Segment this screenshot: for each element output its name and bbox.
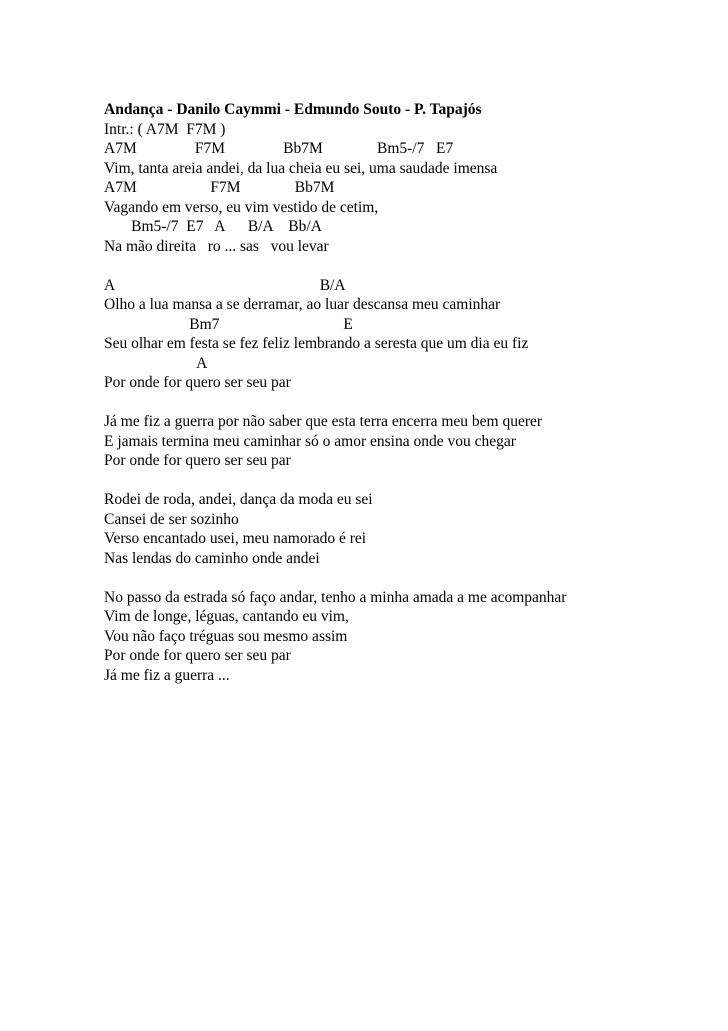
lyric-line: Vim de longe, léguas, cantando eu vim, xyxy=(104,608,349,625)
chord-line: A7M F7M Bb7M xyxy=(104,179,335,196)
lyric-line: Rodei de roda, andei, dança da moda eu sei xyxy=(104,491,373,508)
text-line: Intr.: ( A7M F7M ) xyxy=(104,120,226,138)
lyric-line: Seu olhar em festa se fez feliz lembrando a seresta que um dia eu fiz xyxy=(104,335,529,352)
lyrics-body xyxy=(104,100,704,685)
chord-line: Bm5-/7 E7 A B/A Bb/A xyxy=(104,218,322,235)
lyric-line: Por onde for quero ser seu par xyxy=(104,452,291,469)
lyric-line: Já me fiz a guerra por não saber que esta terra encerra meu bem querer xyxy=(104,413,543,430)
lyric-line: Já me fiz a guerra ... xyxy=(104,666,230,684)
lyric-line: No passo da estrada só faço andar, tenho a minha amada a me acompanhar xyxy=(104,588,567,606)
chord-line: A B/A xyxy=(104,276,346,294)
lyric-line: Por onde for quero ser seu par xyxy=(104,647,291,664)
blank-line xyxy=(104,256,704,276)
lyric-line: Por onde for quero ser seu par xyxy=(104,374,291,391)
lyric-line: E jamais termina meu caminhar só o amor ensina onde vou chegar xyxy=(104,432,516,450)
lyric-line: Na mão direita ro ... sas vou levar xyxy=(104,237,329,255)
lyric-line: Olho a lua mansa a se derramar, ao luar descansa meu caminhar xyxy=(104,296,501,313)
lyric-line: Cansei de ser sozinho xyxy=(104,510,239,528)
chord-line: A xyxy=(104,354,208,372)
blank-line xyxy=(104,471,704,491)
lyric-line: Vagando em verso, eu vim vestido de cetim, xyxy=(104,198,379,216)
lyric-line: Verso encantado usei, meu namorado é rei xyxy=(104,530,367,547)
lyric-line: Nas lendas do caminho onde andei xyxy=(104,549,320,567)
blank-line xyxy=(104,393,704,413)
lyric-line: Vou não faço tréguas sou mesmo assim xyxy=(104,627,348,645)
blank-line xyxy=(104,568,704,588)
song-title: Andança - Danilo Caymmi - Edmundo Souto - P. Tapajós xyxy=(104,101,482,118)
lyric-line: Vim, tanta areia andei, da lua cheia eu sei, uma saudade imensa xyxy=(104,159,498,177)
chord-line: A7M F7M Bb7M Bm5-/7 E7 xyxy=(104,140,454,157)
chord-line: Bm7 E xyxy=(104,315,353,333)
